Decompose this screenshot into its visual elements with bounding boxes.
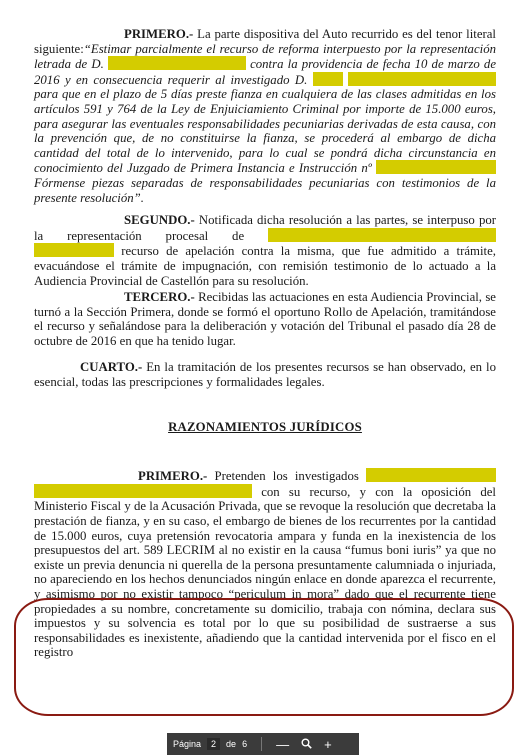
total-pages: 6 bbox=[242, 739, 248, 749]
page-navigation-toolbar bbox=[167, 733, 359, 755]
zoom-out-button[interactable]: — bbox=[276, 736, 290, 752]
razonamiento-primero bbox=[34, 468, 496, 660]
antecedente-segundo-text-2: recurso de apelación contra la misma, que fue admitido a trámite, evacuándose el trámite de impugnación, con remisión testimonio de lo actuado a la Audiencia Provincial de Castellón para su resolución. bbox=[34, 244, 496, 288]
antecedente-cuarto-heading: CUARTO.- bbox=[80, 360, 143, 375]
redaction-block bbox=[34, 484, 252, 498]
antecedente-segundo bbox=[34, 213, 496, 288]
redaction-block bbox=[313, 72, 343, 86]
redaction-block bbox=[366, 468, 496, 482]
page-label: Página bbox=[173, 739, 202, 749]
razonamiento-primero-text-2: con su recurso, y con la oposición del Ministerio Fiscal y de la Acusación Privada, que se revoque la resolución que decretaba la prestación de fianza, y en su caso, el embargo de bienes de los recurrentes por la cantidad de 15.000 euros, cuya pretensión revocatoria ampara y funda en la inexistencia de los presupuestos del art. 589 LECRIM al no existir en la causa “fumus boni iuris” ya que no existe un previa denuncia ni querella de la persona presuntamente calumniada o injuriada, no apareciendo en los hechos denunciados ningún enlace en donde aparezca el recurrente, y asimismo por no existir tampoco “periculum in mora” dado que el recurrente tiene propiedades a su nombre, concretamente su domicilio, trabaja con nómina, declara sus impuestos y su solvencia es total por lo que su posibilidad de sustraerse a sus responsabilidades es inexistente, añadiendo que la cantidad intervenida por el fisco en el registro bbox=[34, 484, 496, 660]
redaction-block bbox=[34, 243, 114, 257]
antecedente-segundo-heading: SEGUNDO.- bbox=[124, 213, 195, 228]
toolbar-divider bbox=[261, 737, 262, 751]
antecedente-tercero bbox=[34, 290, 496, 348]
redaction-block bbox=[108, 56, 246, 70]
antecedente-primero-text: La parte dispositiva del Auto recurrido es del tenor literal siguiente: bbox=[34, 27, 496, 56]
antecedente-primero bbox=[34, 27, 496, 205]
quote-part-4: Fórmense piezas separadas de responsabilidades pecuniarias con testimonios de la presente resolución”. bbox=[34, 175, 496, 205]
antecedente-cuarto-text: En la tramitación de los presentes recursos se han observado, en lo esencial, todas las prescripciones y formalidades legales. bbox=[34, 360, 496, 390]
razonamiento-primero-heading: PRIMERO.- bbox=[138, 469, 208, 484]
quote-part-1: “Estimar parcialmente el recurso de reforma interpuesto por la representación letrada de D. bbox=[34, 41, 496, 72]
antecedente-cuarto bbox=[34, 360, 496, 389]
document-body bbox=[34, 0, 496, 660]
antecedente-tercero-heading: TERCERO.- bbox=[124, 290, 195, 305]
zoom-in-button[interactable]: + bbox=[324, 736, 332, 752]
current-page-field[interactable]: 2 bbox=[207, 738, 220, 750]
redaction-block bbox=[376, 160, 496, 174]
magnifier-icon bbox=[301, 738, 312, 749]
antecedente-tercero-text: Recibidas las actuaciones en esta Audiencia Provincial, se turnó a la Sección Primera, donde se formó el oportuno Rollo de Apelación, tramitándose el recurso y señalándose para la deliberación y votación del Tribunal el pasado día 28 de octubre de 2016 en que ha tenido lugar. bbox=[34, 290, 496, 348]
antecedente-primero-heading: PRIMERO.- bbox=[124, 27, 194, 41]
of-label: de bbox=[226, 739, 237, 749]
razonamiento-primero-text-1: Pretenden los investigados bbox=[207, 469, 359, 484]
redaction-block bbox=[268, 228, 496, 242]
quote-part-2: contra la providencia de fecha 10 de marzo de 2016 y en consecuencia requerir al investigado D. bbox=[34, 57, 496, 87]
section-title: RAZONAMIENTOS JURÍDICOS bbox=[168, 419, 362, 434]
quote-part-3: para que en el plazo de 5 días preste fianza en cualquiera de las clases admitidas en los artículos 591 y 764 de la Ley de Enjuiciamiento Criminal por importe de 15.000 euros, para asegurar las eventuales responsabilidades pecuniarias derivadas de esta causa, con la prevención que, de no constituirse la fianza, se procederá al embargo de dicha cantidad del total de lo intervenido, para lo cual se pondrá dicha circunstancia en conocimiento del Juzgado de Primera Instancia e Instrucción nº bbox=[34, 87, 496, 176]
redaction-block bbox=[348, 72, 496, 86]
antecedente-segundo-text-1: Notificada dicha resolución a las partes, se interpuso por la representación procesal de bbox=[34, 213, 496, 243]
zoom-icon[interactable] bbox=[301, 737, 312, 752]
